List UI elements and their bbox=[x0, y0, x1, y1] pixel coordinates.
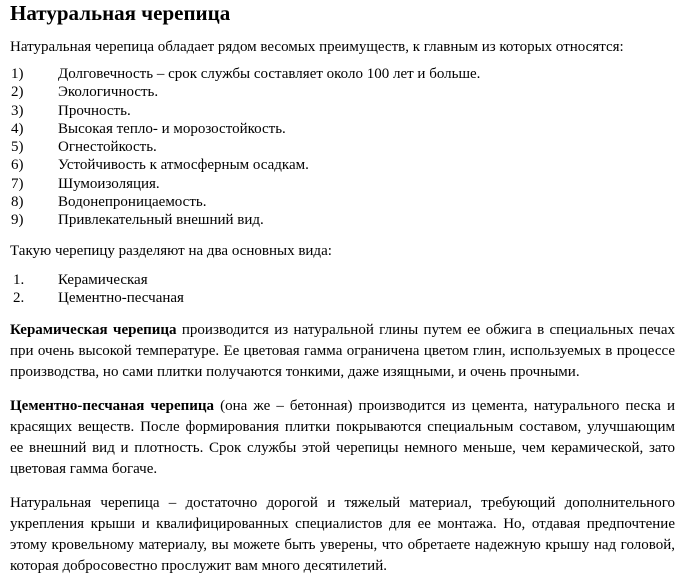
list-item-text: Прочность. bbox=[58, 102, 131, 119]
list-item-text: Долговечность – срок службы составляет около 100 лет и больше. bbox=[58, 66, 481, 82]
list-item bbox=[10, 120, 675, 138]
ceramic-paragraph bbox=[10, 320, 675, 383]
list-item-number: 1. bbox=[13, 271, 25, 288]
list-item-number: 4) bbox=[11, 120, 24, 137]
list-item bbox=[10, 211, 675, 229]
list-item-text: Водонепроницаемость. bbox=[58, 194, 207, 211]
list-item-text: Шумоизоляция. bbox=[58, 175, 160, 192]
ceramic-text: производится из натуральной глины путем ее обжига в специальных печах при очень высокой температуре. Ее цветовая гамма ограничена цветом глин, используемых в процессе производства, но сами плитки получаются тонкими, даже изящными, и очень прочными. bbox=[10, 322, 675, 381]
types-list bbox=[10, 271, 675, 308]
list-item bbox=[10, 138, 675, 156]
intro-paragraph: Натуральная черепица обладает рядом весомых преимуществ, к главным из которых относятся: bbox=[10, 39, 624, 55]
cement-term: Цементно-песчаная черепица bbox=[10, 398, 215, 415]
list-item-number: 7) bbox=[11, 175, 24, 192]
types-intro-paragraph: Такую черепицу разделяют на два основных вида: bbox=[10, 242, 332, 259]
advantages-list bbox=[10, 65, 675, 230]
list-item-number: 9) bbox=[11, 212, 24, 229]
list-item bbox=[10, 83, 675, 101]
list-item-text: Устойчивость к атмосферным осадкам. bbox=[58, 157, 309, 174]
cement-paragraph bbox=[10, 396, 675, 480]
list-item-number: 6) bbox=[11, 157, 24, 174]
conclusion-paragraph: Натуральная черепица – достаточно дорогой и тяжелый материал, требующий дополнительного укрепления крыши и квалифицированных специалистов для ее монтажа. Но, отдавая предпочтение этому кровельному материалу, вы можете быть уверены, что обретаете надежную крышу над головой, которая добросовестно прослужит вам много десятилетий. bbox=[10, 495, 675, 575]
list-item bbox=[10, 156, 675, 174]
list-item-number: 1) bbox=[11, 66, 24, 82]
list-item-text: Высокая тепло- и морозостойкость. bbox=[58, 120, 286, 137]
list-item-text: Цементно-песчаная bbox=[58, 289, 184, 306]
list-item bbox=[10, 102, 675, 120]
list-item bbox=[10, 65, 675, 83]
list-item-text: Экологичность. bbox=[58, 84, 159, 101]
ceramic-term: Керамическая черепица bbox=[10, 322, 177, 339]
list-item-text: Огнестойкость. bbox=[58, 139, 157, 156]
list-item bbox=[10, 289, 675, 307]
list-item bbox=[10, 175, 675, 193]
list-item-text: Привлекательный внешний вид. bbox=[58, 212, 264, 229]
list-item-number: 2) bbox=[11, 84, 24, 101]
list-item-text: Керамическая bbox=[58, 271, 148, 288]
cement-text: (она же – бетонная) производится из цемента, натурального песка и красящих веществ. После формирования плитки покрываются специальным составом, улучшающим ее внешний вид и плотность. Срок службы этой черепицы немного меньше, чем керамической, зато цветовая гамма богаче. bbox=[10, 398, 675, 478]
list-item-number: 2. bbox=[13, 289, 25, 306]
list-item-number: 8) bbox=[11, 194, 24, 211]
list-item-number: 5) bbox=[11, 139, 24, 156]
list-item bbox=[10, 193, 675, 211]
list-item-number: 3) bbox=[11, 102, 24, 119]
list-item bbox=[10, 271, 675, 289]
page-title: Натуральная черепица bbox=[10, 1, 231, 25]
